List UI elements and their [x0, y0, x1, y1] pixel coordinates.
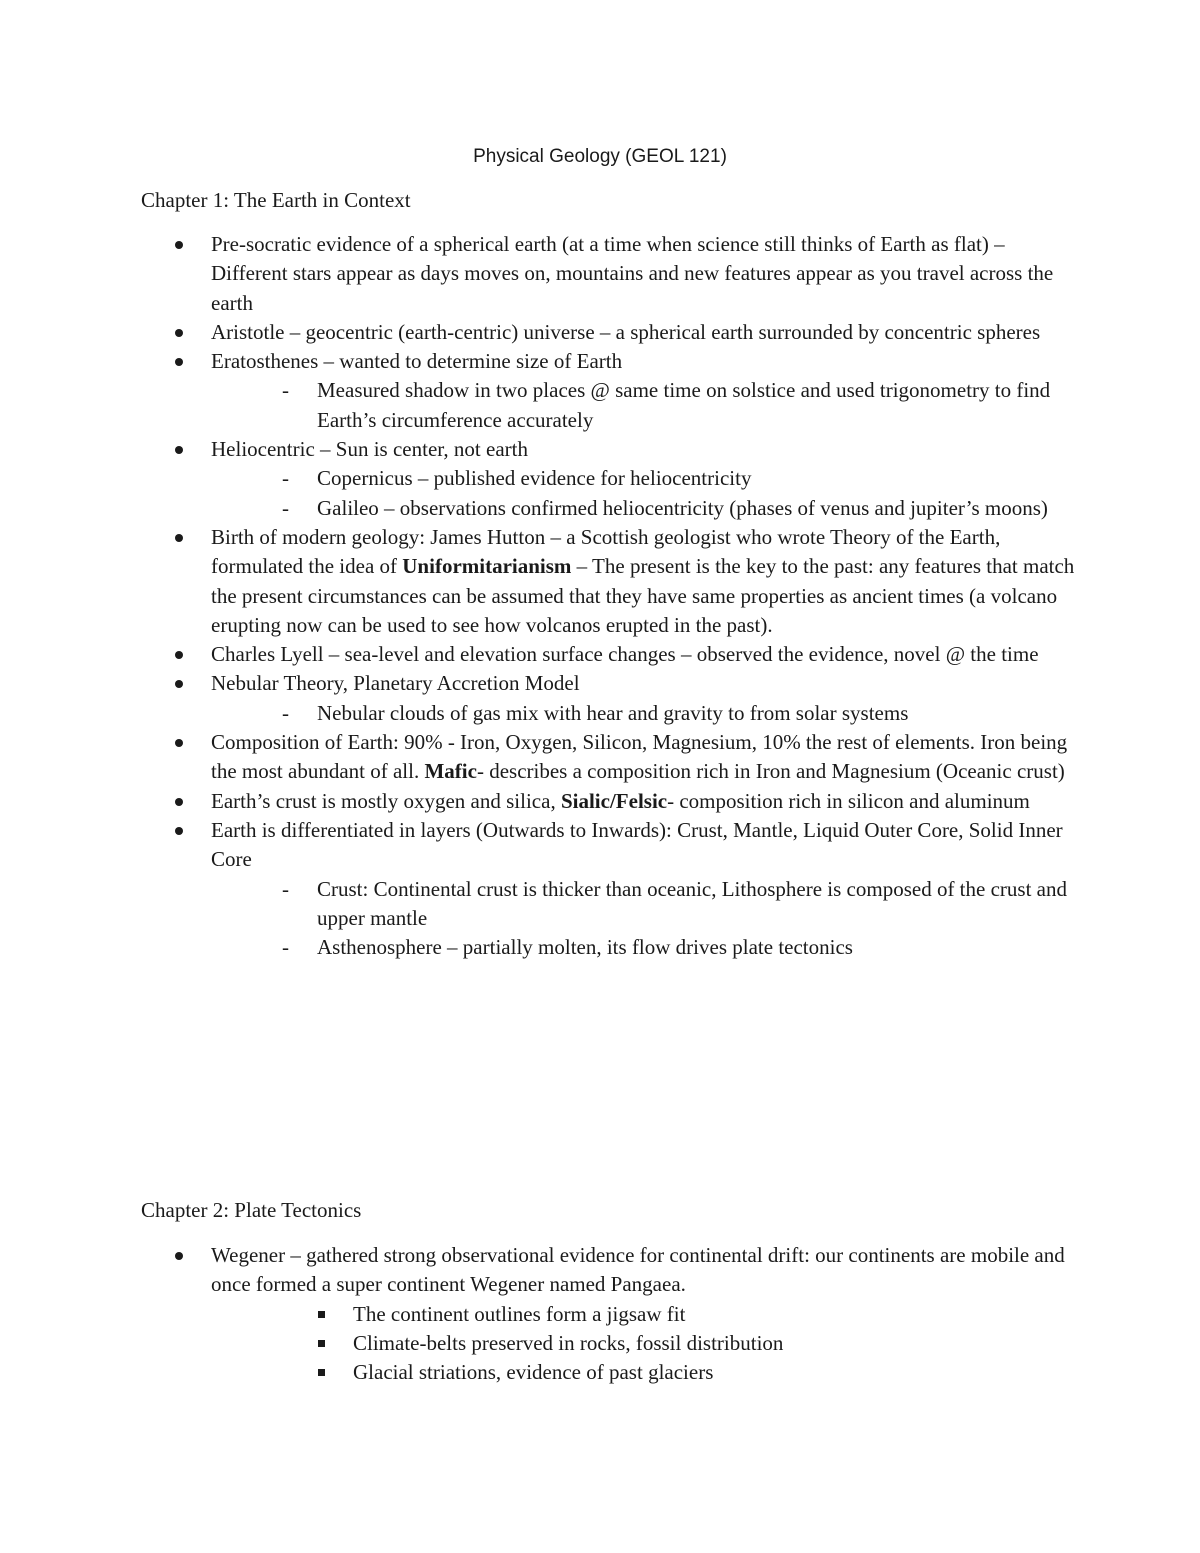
chapter-2-list	[141, 1241, 1076, 1387]
list-item-text: Eratosthenes – wanted to determine size of Earth	[211, 349, 623, 374]
sub-list-item: Glacial striations, evidence of past glaciers	[353, 1358, 1076, 1387]
term-mafic: Mafic	[424, 759, 477, 784]
sub-list-item: - Copernicus – published evidence for heliocentricity	[317, 464, 1076, 493]
sub-list-item: - Crust: Continental crust is thicker than oceanic, Lithosphere is composed of the crust and upper mantle	[317, 875, 1076, 934]
sub-list-item: - Galileo – observations confirmed heliocentricity (phases of venus and jupiter’s moons)	[317, 494, 1076, 523]
sub-list	[211, 376, 1076, 435]
sub-list-item: - Nebular clouds of gas mix with hear and gravity to from solar systems	[317, 699, 1076, 728]
list-item	[141, 816, 1076, 962]
list-item-text: - composition rich in silicon and aluminum	[667, 788, 1030, 813]
chapter-1-heading: Chapter 1: The Earth in Context	[141, 188, 411, 212]
sub-list-item: - Measured shadow in two places @ same time on solstice and used trigonometry to find Earth’s circumference accurately	[317, 376, 1076, 435]
list-item-text: Earth is differentiated in layers (Outwards to Inwards): Crust, Mantle, Liquid Outer Core, Solid Inner Core	[211, 817, 1063, 872]
list-item-text: Earth’s crust is mostly oxygen and silica,	[211, 788, 561, 813]
list-item-text: Charles Lyell – sea-level and elevation surface changes – observed the evidence, novel @ the time	[211, 642, 1039, 667]
list-item	[141, 640, 1076, 669]
sub-list-item: - Asthenosphere – partially molten, its flow drives plate tectonics	[317, 933, 1076, 962]
list-item	[141, 347, 1076, 435]
list-item-text: Birth of modern geology: James Hutton – a Scottish geologist who wrote Theory of the Earth, formulated the idea of	[211, 524, 1001, 579]
document-title: Physical Geology (GEOL 121)	[473, 146, 727, 167]
chapter-1-list	[141, 230, 1076, 962]
list-item-text: Pre-socratic evidence of a spherical earth (at a time when science still thinks of Earth as flat) – Different stars appear as days moves on, mountains and new features appear as you travel across the earth	[211, 232, 1054, 315]
list-item-text: Aristotle – geocentric (earth-centric) universe – a spherical earth surrounded by concentric spheres	[211, 319, 1041, 344]
term-sialic-felsic: Sialic/Felsic	[560, 788, 668, 813]
list-item-text: Heliocentric – Sun is center, not earth	[211, 437, 528, 462]
list-item-text: - describes a composition rich in Iron and Magnesium (Oceanic crust)	[476, 759, 1065, 784]
list-item	[141, 1241, 1076, 1387]
list-item	[141, 787, 1076, 816]
sub-list	[211, 1300, 1076, 1388]
sub-list	[211, 699, 1076, 728]
list-item	[141, 435, 1076, 523]
sub-list-item: Climate-belts preserved in rocks, fossil distribution	[353, 1329, 1076, 1358]
list-item-text: Nebular Theory, Planetary Accretion Model	[211, 671, 580, 696]
list-item	[141, 728, 1076, 787]
chapter-2-heading: Chapter 2: Plate Tectonics	[141, 1198, 362, 1222]
list-item	[141, 523, 1076, 640]
list-item-text: – The present is the key to the past: any features that match the present circumstances can be assumed that they have same properties as ancient times (a volcano erupting now can be used to see how volcanos erupted in the past).	[211, 554, 1075, 637]
sub-list	[211, 875, 1076, 963]
list-item-text: Composition of Earth: 90% - Iron, Oxygen, Silicon, Magnesium, 10% the rest of elements. Iron being the most abundant of all.	[211, 730, 1068, 784]
list-item	[141, 318, 1076, 347]
list-item	[141, 669, 1076, 728]
list-item	[141, 230, 1076, 318]
sub-list	[211, 464, 1076, 523]
term-uniformitarianism: Uniformitarianism	[402, 554, 572, 579]
sub-list-item: The continent outlines form a jigsaw fit	[353, 1300, 1076, 1329]
list-item-text: Wegener – gathered strong observational evidence for continental drift: our continents are mobile and once formed a super continent Wegener named Pangaea.	[211, 1243, 1065, 1297]
